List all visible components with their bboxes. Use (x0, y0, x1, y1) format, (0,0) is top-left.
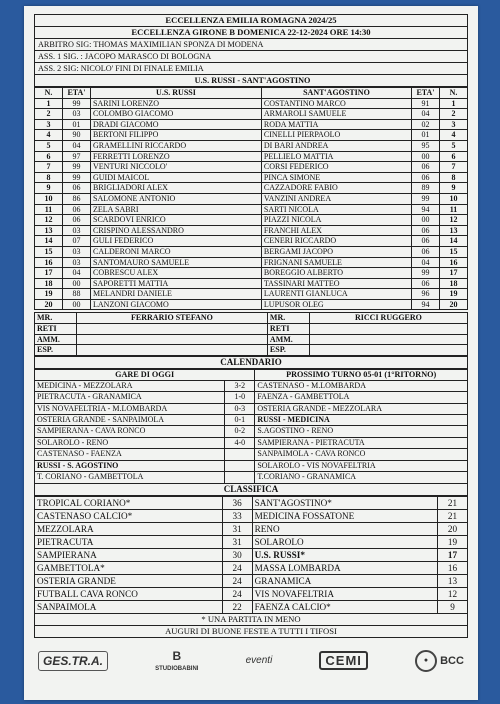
amm-home (77, 334, 268, 345)
away-player: LAURENTI GIANLUCA (261, 289, 411, 300)
roster-row (35, 225, 468, 236)
away-player: BOREGGIO ALBERTO (261, 268, 411, 279)
home-number: 7 (35, 162, 63, 173)
round-subtitle: ECCELLENZA GIRONE B DOMENICA 22-12-2024 ORE 14:30 (35, 26, 467, 38)
next-match: SANPAIMOLA - CAVA RONCO (255, 449, 468, 460)
away-age: 01 (412, 130, 440, 141)
home-number: 15 (35, 246, 63, 257)
home-age: 03 (63, 109, 91, 120)
roster-row (35, 162, 468, 173)
home-number: 20 (35, 299, 63, 310)
away-player: FRANCHI ALEX (261, 225, 411, 236)
away-number: 13 (440, 225, 468, 236)
home-player: LANZONI GIACOMO (91, 299, 262, 310)
today-games-header: GARE DI OGGI (35, 369, 255, 380)
points-right: 16 (438, 561, 468, 574)
away-age: 06 (412, 278, 440, 289)
points-left: 31 (222, 535, 252, 548)
roster-row (35, 183, 468, 194)
away-player: COSTANTINO MARCO (261, 98, 411, 109)
away-number: 8 (440, 172, 468, 183)
home-player: BERTONI FILIPPO (91, 130, 262, 141)
points-left: 24 (222, 561, 252, 574)
roster-row (35, 172, 468, 183)
home-player: CRISPINO ALESSANDRO (91, 225, 262, 236)
team-left: SANPAIMOLA (35, 600, 223, 613)
standings-row (35, 548, 468, 561)
today-match: CASTENASO - FAENZA (35, 449, 225, 460)
roster-row (35, 289, 468, 300)
roster-row (35, 246, 468, 257)
team-left: OSTERIA GRANDE (35, 574, 223, 587)
away-age: 99 (412, 268, 440, 279)
col-n-home: N. (35, 88, 63, 99)
assistant-2-line: ASS. 2 SIG: NICOLO' FINI DI FINALE EMILIA (34, 63, 468, 75)
today-match: MEDICINA - MEZZOLARA (35, 380, 225, 391)
reti-label-home: RETI (35, 324, 77, 335)
calendar-row (35, 449, 468, 460)
home-number: 17 (35, 268, 63, 279)
esp-label-home: ESP. (35, 345, 77, 356)
standings-note: * UNA PARTITA IN MENO (34, 614, 468, 626)
today-score: 1-0 (225, 392, 255, 403)
roster-row (35, 109, 468, 120)
away-player: PINCA SIMONE (261, 172, 411, 183)
team-right: U.S. RUSSI* (252, 548, 437, 561)
away-age: 06 (412, 162, 440, 173)
points-left: 36 (222, 496, 252, 509)
away-player: PIAZZI NICOLA (261, 215, 411, 226)
home-age: 86 (63, 193, 91, 204)
match-label: U.S. RUSSI - SANT'AGOSTINO (34, 75, 468, 87)
away-player: VANZINI ANDREA (261, 193, 411, 204)
home-number: 3 (35, 119, 63, 130)
roster-row (35, 193, 468, 204)
home-age: 99 (63, 172, 91, 183)
home-age: 88 (63, 289, 91, 300)
home-number: 9 (35, 183, 63, 194)
away-number: 2 (440, 109, 468, 120)
points-right: 20 (438, 522, 468, 535)
today-match: OSTERIA GRANDE - SANPAIMOLA (35, 415, 225, 426)
away-number: 15 (440, 246, 468, 257)
home-number: 16 (35, 257, 63, 268)
home-number: 11 (35, 204, 63, 215)
away-number: 5 (440, 140, 468, 151)
points-right: 19 (438, 535, 468, 548)
team-left: MEZZOLARA (35, 522, 223, 535)
home-age: 04 (63, 268, 91, 279)
studiobabini-text: STUDIOBABINI (155, 665, 199, 672)
away-number: 6 (440, 151, 468, 162)
calendar-table (34, 369, 468, 484)
roster-row (35, 278, 468, 289)
roster-row (35, 268, 468, 279)
team-left: GAMBETTOLA* (35, 561, 223, 574)
away-player: RODA MATTIA (261, 119, 411, 130)
team-right: SANT'AGOSTINO* (252, 496, 437, 509)
away-age: 00 (412, 151, 440, 162)
match-sheet (24, 6, 478, 700)
points-right: 21 (438, 496, 468, 509)
sponsor-bar (34, 646, 468, 676)
calendar-row (35, 426, 468, 437)
home-age: 00 (63, 278, 91, 289)
home-number: 18 (35, 278, 63, 289)
today-score: 0-3 (225, 403, 255, 414)
sponsor-bcc-logo (415, 650, 464, 672)
home-number: 2 (35, 109, 63, 120)
roster-row (35, 299, 468, 310)
away-age: 00 (412, 215, 440, 226)
away-player: CENERI RICCARDO (261, 236, 411, 247)
today-match: RUSSI - S. AGOSTINO (35, 460, 225, 471)
today-match: VIS NOVAFELTRIA - M.LOMBARDA (35, 403, 225, 414)
home-age: 03 (63, 246, 91, 257)
points-right: 21 (438, 509, 468, 522)
bcc-circle-icon: ● (415, 650, 437, 672)
home-age: 97 (63, 151, 91, 162)
away-player: FRIGNANI SAMUELE (261, 257, 411, 268)
home-age: 04 (63, 140, 91, 151)
away-age: 06 (412, 246, 440, 257)
team-right: GRANAMICA (252, 574, 437, 587)
calendar-row (35, 415, 468, 426)
home-player: DRADI GIACOMO (91, 119, 262, 130)
away-age: 04 (412, 109, 440, 120)
standings-row (35, 522, 468, 535)
home-player: SALOMONE ANTONIO (91, 193, 262, 204)
roster-row (35, 215, 468, 226)
away-player: PELLIELO MATTIA (261, 151, 411, 162)
home-age: 90 (63, 130, 91, 141)
calendar-row (35, 460, 468, 471)
next-match: SOLAROLO - VIS NOVAFELTRIA (255, 460, 468, 471)
away-age: 96 (412, 289, 440, 300)
standings-row (35, 561, 468, 574)
points-left: 24 (222, 574, 252, 587)
away-age: 99 (412, 193, 440, 204)
away-number: 10 (440, 193, 468, 204)
team-right: RENO (252, 522, 437, 535)
away-player: TASSINARI MATTEO (261, 278, 411, 289)
away-number: 11 (440, 204, 468, 215)
home-player: FERRETTI LORENZO (91, 151, 262, 162)
home-coach: FERRARIO STEFANO (77, 313, 268, 324)
home-age: 99 (63, 162, 91, 173)
amm-label-away: AMM. (267, 334, 309, 345)
standings-table (34, 496, 468, 614)
away-number: 1 (440, 98, 468, 109)
team-left: PIETRACUTA (35, 535, 223, 548)
today-match: SAMPIERANA - CAVA RONCO (35, 426, 225, 437)
next-match: SAMPIERANA - PIETRACUTA (255, 437, 468, 448)
away-player: CAZZADORE FABIO (261, 183, 411, 194)
sponsor-gestra-logo: GES.TR.A. (38, 651, 108, 671)
home-player: MELANDRI DANIELE (91, 289, 262, 300)
away-number: 19 (440, 289, 468, 300)
away-player: SARTI NICOLA (261, 204, 411, 215)
home-player: GULI FEDERICO (91, 236, 262, 247)
home-player: CALDERONI MARCO (91, 246, 262, 257)
away-age: 95 (412, 140, 440, 151)
esp-label-away: ESP. (267, 345, 309, 356)
team-left: TROPICAL CORIANO* (35, 496, 223, 509)
staff-table (34, 312, 468, 355)
page-title (34, 14, 468, 39)
points-right: 12 (438, 587, 468, 600)
points-left: 30 (222, 548, 252, 561)
sponsor-eventi-logo: eventi (245, 655, 273, 666)
home-number: 8 (35, 172, 63, 183)
today-match: SOLAROLO - RENO (35, 437, 225, 448)
home-player: SAPORETTI MATTIA (91, 278, 262, 289)
home-player: GRAMELLINI RICCARDO (91, 140, 262, 151)
team-right: MEDICINA FOSSATONE (252, 509, 437, 522)
next-match: OSTERIA GRANDE - MEZZOLARA (255, 403, 468, 414)
away-number: 4 (440, 130, 468, 141)
league-title: ECCELLENZA EMILIA ROMAGNA 2024/25 (165, 15, 337, 25)
points-right: 17 (438, 548, 468, 561)
away-coach: RICCI RUGGERO (309, 313, 467, 324)
roster-row (35, 236, 468, 247)
standings-row (35, 535, 468, 548)
today-score (225, 472, 255, 483)
away-age: 04 (412, 257, 440, 268)
away-age: 06 (412, 172, 440, 183)
away-number: 18 (440, 278, 468, 289)
home-player: COLOMBO GIACOMO (91, 109, 262, 120)
col-n-away: N. (440, 88, 468, 99)
away-age: 94 (412, 299, 440, 310)
calendar-row (35, 392, 468, 403)
points-left: 31 (222, 522, 252, 535)
today-score (225, 449, 255, 460)
standings-row (35, 496, 468, 509)
next-match: RUSSI - MEDICINA (255, 415, 468, 426)
away-player: ARMAROLI SAMUELE (261, 109, 411, 120)
home-player: SANTOMAURO SAMUELE (91, 257, 262, 268)
roster-row (35, 151, 468, 162)
away-number: 20 (440, 299, 468, 310)
roster-row (35, 98, 468, 109)
next-match: FAENZA - GAMBETTOLA (255, 392, 468, 403)
home-player: BRIGLIADORI ALEX (91, 183, 262, 194)
roster-table (34, 87, 468, 310)
home-number: 12 (35, 215, 63, 226)
amm-label-home: AMM. (35, 334, 77, 345)
points-left: 22 (222, 600, 252, 613)
next-match: S.AGOSTINO - RENO (255, 426, 468, 437)
standings-row (35, 509, 468, 522)
sponsor-studiobabini-logo (155, 650, 198, 672)
home-number: 1 (35, 98, 63, 109)
away-player: DI BARI ANDREA (261, 140, 411, 151)
away-number: 14 (440, 236, 468, 247)
home-age: 00 (63, 299, 91, 310)
roster-row (35, 257, 468, 268)
away-age: 94 (412, 204, 440, 215)
reti-home (77, 324, 268, 335)
standings-row (35, 600, 468, 613)
roster-row (35, 119, 468, 130)
standings-row (35, 587, 468, 600)
calendar-title: CALENDARIO (34, 356, 468, 369)
away-number: 9 (440, 183, 468, 194)
points-left: 24 (222, 587, 252, 600)
reti-away (309, 324, 467, 335)
points-right: 9 (438, 600, 468, 613)
home-player: COBRESCU ALEX (91, 268, 262, 279)
col-eta-home: ETA' (63, 88, 91, 99)
away-number: 16 (440, 257, 468, 268)
home-number: 10 (35, 193, 63, 204)
home-age: 06 (63, 183, 91, 194)
away-number: 12 (440, 215, 468, 226)
home-age: 99 (63, 98, 91, 109)
col-team-away: SANT'AGOSTINO (261, 88, 411, 99)
home-age: 01 (63, 119, 91, 130)
home-age: 03 (63, 225, 91, 236)
today-match: T. CORIANO - GAMBETTOLA (35, 472, 225, 483)
standings-title: CLASSIFICA (34, 484, 468, 496)
esp-away (309, 345, 467, 356)
team-left: CASTENASO CALCIO* (35, 509, 223, 522)
home-age: 07 (63, 236, 91, 247)
points-right: 13 (438, 574, 468, 587)
col-team-home: U.S. RUSSI (91, 88, 262, 99)
calendar-row (35, 472, 468, 483)
home-player: VENTURI NICCOLO' (91, 162, 262, 173)
home-number: 19 (35, 289, 63, 300)
away-player: CORSI FEDERICO (261, 162, 411, 173)
home-number: 6 (35, 151, 63, 162)
home-number: 5 (35, 140, 63, 151)
home-age: 03 (63, 257, 91, 268)
next-round-header: PROSSIMO TURNO 05-01 (1°RITORNO) (255, 369, 468, 380)
assistant-1-line: ASS. 1 SIG. : JACOPO MARASCO DI BOLOGNA (34, 51, 468, 63)
today-score: 0-1 (225, 415, 255, 426)
away-player: BERGAMI JACOPO (261, 246, 411, 257)
away-player: CINELLI PIERPAOLO (261, 130, 411, 141)
bcc-text: BCC (440, 654, 464, 667)
mr-label-home: MR. (35, 313, 77, 324)
calendar-row (35, 403, 468, 414)
away-number: 17 (440, 268, 468, 279)
standings-row (35, 574, 468, 587)
points-left: 33 (222, 509, 252, 522)
reti-label-away: RETI (267, 324, 309, 335)
next-match: T.CORIANO - GRANAMICA (255, 472, 468, 483)
away-age: 91 (412, 98, 440, 109)
mr-label-away: MR. (267, 313, 309, 324)
team-right: MASSA LOMBARDA (252, 561, 437, 574)
greeting-line: AUGURI DI BUONE FESTE A TUTTI I TIFOSI (34, 626, 468, 638)
away-age: 06 (412, 236, 440, 247)
home-player: SCARDOVI ENRICO (91, 215, 262, 226)
esp-home (77, 345, 268, 356)
home-player: SARINI LORENZO (91, 98, 262, 109)
today-score: 4-0 (225, 437, 255, 448)
studiobabini-mark: B (172, 648, 182, 663)
referee-line: ARBITRO SIG: THOMAS MAXIMILIAN SPONZA DI MODENA (34, 39, 468, 51)
calendar-row (35, 437, 468, 448)
home-number: 4 (35, 130, 63, 141)
roster-row (35, 140, 468, 151)
today-score: 0-2 (225, 426, 255, 437)
team-right: SOLAROLO (252, 535, 437, 548)
today-match: PIETRACUTA - GRANAMICA (35, 392, 225, 403)
home-player: ZELA SABRI (91, 204, 262, 215)
roster-row (35, 130, 468, 141)
home-age: 06 (63, 215, 91, 226)
team-right: FAENZA CALCIO* (252, 600, 437, 613)
team-right: VIS NOVAFELTRIA (252, 587, 437, 600)
team-left: SAMPIERANA (35, 548, 223, 561)
next-match: CASTENASO - M.LOMBARDA (255, 380, 468, 391)
away-number: 7 (440, 162, 468, 173)
col-eta-away: ETA' (412, 88, 440, 99)
home-age: 06 (63, 204, 91, 215)
away-age: 02 (412, 119, 440, 130)
calendar-row (35, 380, 468, 391)
roster-row (35, 204, 468, 215)
home-player: GUIDI MAICOL (91, 172, 262, 183)
team-left: FUTBALL CAVA RONCO (35, 587, 223, 600)
today-score (225, 460, 255, 471)
home-number: 13 (35, 225, 63, 236)
away-age: 06 (412, 225, 440, 236)
home-number: 14 (35, 236, 63, 247)
away-number: 3 (440, 119, 468, 130)
sponsor-cemi-logo: CEMI (319, 651, 368, 670)
amm-away (309, 334, 467, 345)
away-age: 89 (412, 183, 440, 194)
away-player: LUPUSOR OLEG (261, 299, 411, 310)
today-score: 3-2 (225, 380, 255, 391)
